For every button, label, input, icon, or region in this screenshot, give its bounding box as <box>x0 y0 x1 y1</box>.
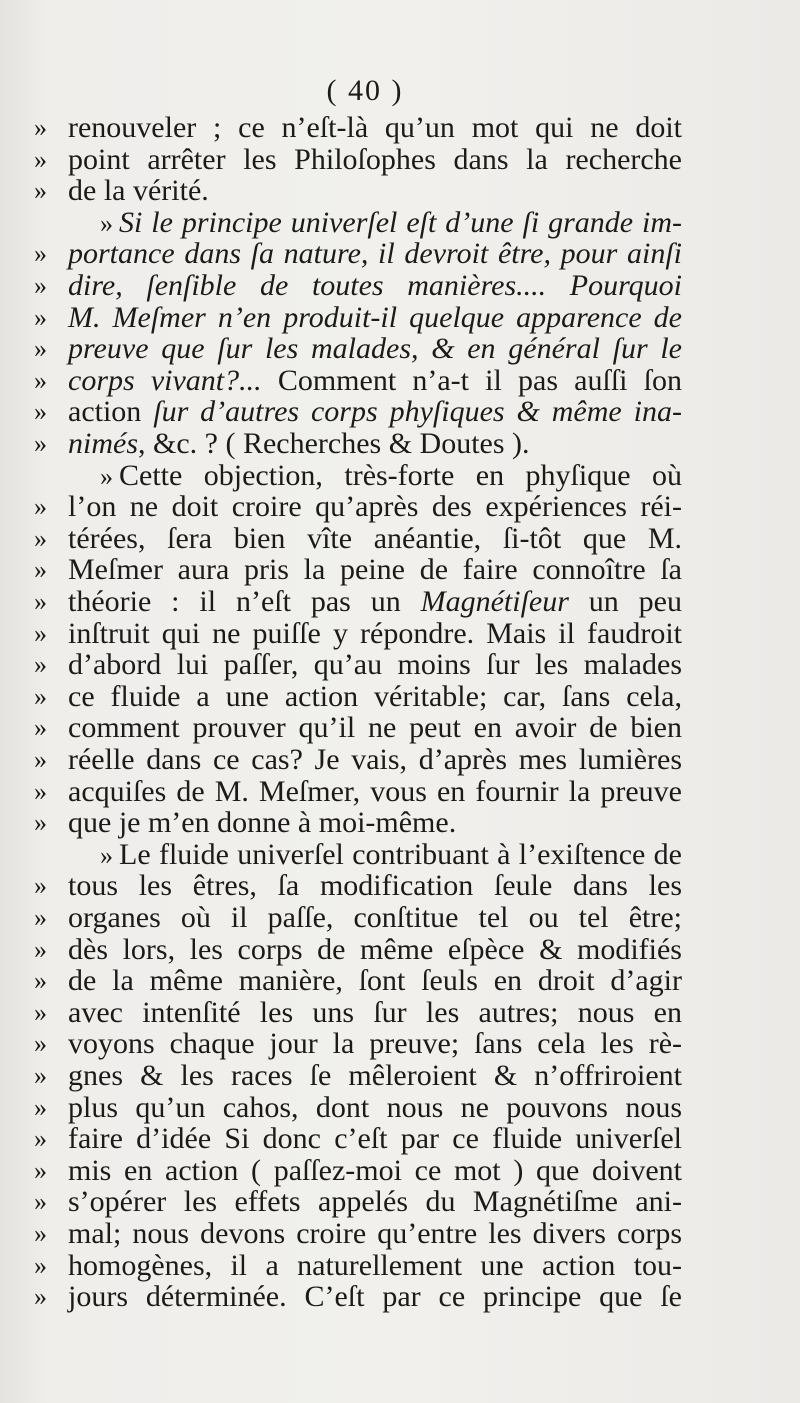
line-body: renouveler ; ce n’eſt-là qu’un mot qui ne doit <box>68 111 682 144</box>
line-body: jours déterminée. C’eſt par ce principe que ſe <box>68 1280 682 1314</box>
quote-mark: » <box>34 334 47 364</box>
text-line <box>0 1186 800 1218</box>
text-line <box>0 1155 800 1187</box>
line-text <box>68 1250 682 1282</box>
line-text <box>68 491 682 523</box>
line-text <box>68 965 682 997</box>
text-line <box>0 460 800 492</box>
text-line <box>0 839 800 871</box>
line-body: voyons chaque jour la preuve; ſans cela les rè- <box>68 1027 682 1061</box>
line-body: organes où il paſſe, conſtitue tel ou tel être; <box>68 901 682 934</box>
opening-quote-mark: » <box>100 208 113 238</box>
text-line <box>0 1123 800 1155</box>
text-line <box>0 744 800 776</box>
line-text <box>68 870 682 902</box>
line-text <box>68 238 682 270</box>
text-line <box>0 238 800 270</box>
text-line <box>0 586 800 618</box>
text-line <box>0 776 800 808</box>
quote-mark: » <box>34 365 47 395</box>
line-text <box>100 839 682 872</box>
line-body: acquiſes de M. Meſmer, vous en fournir la preuve <box>68 774 682 808</box>
text-line <box>0 1060 800 1092</box>
quote-mark: » <box>34 271 47 300</box>
line-body: inſtruit qui ne puiſſe y répondre. Mais il faudroit <box>68 616 682 650</box>
text-line <box>0 112 800 144</box>
text-line <box>0 175 800 207</box>
line-body: d’abord lui paſſer, qu’au moins ſur les malades <box>68 648 682 682</box>
text-line <box>0 428 800 460</box>
text-line <box>0 523 800 555</box>
line-text <box>68 1028 682 1060</box>
text-line <box>0 807 800 839</box>
line-text <box>68 776 682 808</box>
text-line <box>0 1028 800 1060</box>
quote-mark: » <box>34 776 47 806</box>
line-text <box>100 460 682 493</box>
line-text <box>68 1186 682 1218</box>
text-line <box>0 1250 800 1282</box>
line-body: Cette objection, très-forte en phyſique où <box>119 458 682 492</box>
line-text <box>68 681 682 713</box>
quote-mark: » <box>34 713 47 743</box>
quote-mark: » <box>34 523 47 553</box>
line-text <box>68 997 682 1029</box>
line-body: ce fluide a une action véritable; car, ſans cela, <box>68 679 682 713</box>
line-text <box>68 934 682 966</box>
quote-mark: » <box>34 934 47 964</box>
line-text <box>68 175 682 207</box>
text-line <box>0 302 800 334</box>
line-text <box>68 1281 682 1313</box>
line-text <box>68 270 682 302</box>
quote-mark: » <box>34 997 47 1027</box>
quote-mark: » <box>34 1282 47 1312</box>
line-text <box>68 586 682 618</box>
text-line <box>0 618 800 650</box>
line-text <box>68 523 682 555</box>
text-line <box>0 207 800 239</box>
text-line <box>0 997 800 1029</box>
line-text <box>68 649 682 681</box>
line-text <box>68 396 682 428</box>
line-text <box>68 1218 682 1250</box>
quote-mark: » <box>34 492 47 522</box>
line-text <box>68 807 682 839</box>
quote-mark: » <box>34 1219 47 1248</box>
line-body: portance dans ſa nature, il devroit être, pour ainſi <box>68 237 682 271</box>
line-body: nimés, &c. ? ( Recherches & Doutes ). <box>68 427 530 460</box>
text-line <box>0 870 800 902</box>
quote-mark: » <box>34 808 47 838</box>
line-body: Le fluide univerſel contribuant à l’exiſtence de <box>119 837 682 871</box>
line-body: gnes & les races ſe mêleroient & n’offriroient <box>68 1059 682 1092</box>
text-line <box>0 965 800 997</box>
line-body: de la vérité. <box>68 174 209 208</box>
line-body: Si le principe univerſel eſt d’une ſi grande im- <box>119 205 682 239</box>
text-line <box>0 712 800 744</box>
text-line <box>0 934 800 966</box>
quote-mark: » <box>34 871 47 901</box>
text-line <box>0 491 800 523</box>
line-text <box>68 712 682 744</box>
line-body: mal; nous devons croire qu’entre les divers corps <box>68 1217 682 1250</box>
quote-mark: » <box>34 302 47 332</box>
quote-mark: » <box>34 681 47 711</box>
quote-mark: » <box>34 113 47 142</box>
text-line <box>0 649 800 681</box>
line-body: avec intenſité les uns ſur les autres; nous en <box>68 995 682 1029</box>
line-text <box>68 902 682 934</box>
line-body: s’opérer les effets appelés du Magnétiſme ani- <box>68 1185 682 1219</box>
quote-mark: » <box>34 966 47 996</box>
line-body: l’on ne doit croire qu’après des expériences réi- <box>68 490 682 524</box>
opening-quote-mark: » <box>100 840 113 870</box>
line-body: tous les êtres, ſa modification ſeule dans les <box>68 869 682 903</box>
text-line <box>0 1092 800 1124</box>
line-body: dire, ſenſible de toutes manières.... Pourquoi <box>68 269 682 302</box>
line-body: de la même manière, ſont ſeuls en droit d’agir <box>68 964 682 998</box>
opening-quote-mark: » <box>100 461 113 491</box>
text-line <box>0 333 800 365</box>
quote-mark: » <box>34 1187 47 1217</box>
quote-mark: » <box>34 1029 47 1059</box>
line-text <box>68 1060 682 1092</box>
quote-mark: » <box>34 1250 47 1280</box>
quote-mark: » <box>34 650 47 680</box>
quote-mark: » <box>34 555 47 585</box>
text-line <box>0 396 800 428</box>
line-body: preuve que ſur les malades, & en général ſur le <box>68 332 682 366</box>
text-line <box>0 554 800 586</box>
line-text <box>68 1092 682 1124</box>
line-text <box>68 1123 682 1155</box>
quote-mark: » <box>34 618 47 648</box>
line-body: plus qu’un cahos, dont nous ne pouvons nous <box>68 1090 682 1124</box>
line-body: point arrêter les Philoſophes dans la recherche <box>68 142 682 176</box>
line-body: faire d’idée Si donc c’eſt par ce fluide univerſel <box>68 1122 682 1156</box>
text-line <box>0 365 800 397</box>
line-body: action ſur d’autres corps phyſiques & même ina- <box>68 395 682 429</box>
line-body: homogènes, il a naturellement une action tou- <box>68 1248 682 1282</box>
quote-mark: » <box>34 1124 47 1154</box>
line-body: térées, ſera bien vîte anéantie, ſi-tôt que M. <box>68 521 682 555</box>
line-body: corps vivant?... Comment n’a-t il pas auſſi ſon <box>68 363 683 397</box>
page-number: ( 40 ) <box>326 74 404 107</box>
quote-mark: » <box>34 176 47 206</box>
line-text <box>68 112 682 144</box>
quote-mark: » <box>34 429 47 458</box>
quote-mark: » <box>34 239 47 269</box>
line-body: dès lors, les corps de même eſpèce & modifiés <box>68 932 682 966</box>
quote-mark: » <box>34 397 47 427</box>
line-body: comment prouver qu’il ne peut en avoir de bien <box>68 711 682 745</box>
line-body: Meſmer aura pris la peine de faire connoître ſa <box>68 553 682 587</box>
line-body: réelle dans ce cas? Je vais, d’après mes lumières <box>68 743 682 776</box>
quote-mark: » <box>34 587 47 616</box>
line-text <box>68 1155 682 1187</box>
line-text <box>68 365 682 397</box>
quote-mark: » <box>34 1092 47 1122</box>
quote-mark: » <box>34 1061 47 1090</box>
text-line <box>0 681 800 713</box>
line-body: M. Meſmer n’en produit-il quelque apparence de <box>68 300 682 334</box>
line-body: théorie : il n’eſt pas un Magnétiſeur un peu <box>68 585 682 618</box>
line-text <box>68 744 682 776</box>
line-text <box>100 207 682 240</box>
line-text <box>68 618 682 650</box>
line-text <box>68 554 682 586</box>
text-line <box>0 144 800 176</box>
quote-mark: » <box>34 144 47 174</box>
line-body: mis en action ( paſſez-moi ce mot ) que doivent <box>68 1153 682 1187</box>
line-text <box>68 428 682 460</box>
line-text <box>68 144 682 176</box>
line-text <box>68 333 682 365</box>
line-body: que je m’en donne à moi-même. <box>68 806 457 840</box>
text-line <box>0 902 800 934</box>
quote-mark: » <box>34 903 47 932</box>
text-line <box>0 270 800 302</box>
quote-mark: » <box>34 1155 47 1185</box>
text-line <box>0 1281 800 1313</box>
quote-mark: » <box>34 745 47 774</box>
line-text <box>68 302 682 334</box>
text-line <box>0 1218 800 1250</box>
